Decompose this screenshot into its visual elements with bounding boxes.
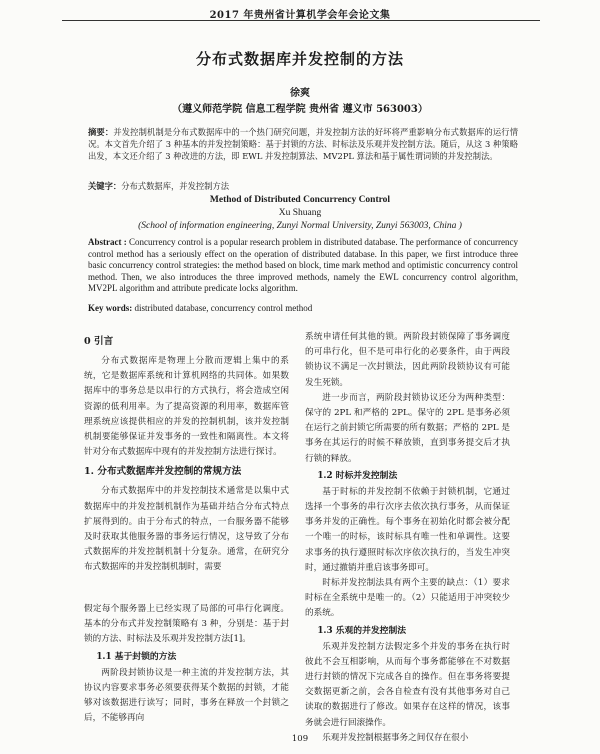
section-1-paragraph: 分布式数据库中的并发控制技术通常是以集中式数据库中的并发控制机制作为基础并结合分布式特点扩展得到的。由于分布式的特点，一台服务器不能够及时获取其他服务器的事务运行情况，这导致了分布式数据库的并发控制机制十分复杂。通常，在研究分布式数据库的并发控制机制时，需要 — [84, 486, 289, 573]
page-number: 109 — [291, 734, 309, 744]
abstract-cn-text: 并发控制机制是分布式数据库中的一个热门研究问题，并发控制方法的好坏将严重影响分布式数据库的运行情况。本文首先介绍了 3 种基本的并发控制策略：基于封锁的方法、时标法及乐观并发控制方法。随后，从这 3 种策略出发，本文还介绍了 3 种改进的方法，即 EWL 并发控制算法、MV2PL 算法和基于属性谓词锁的并发控制法。 — [88, 127, 518, 162]
section-1-1-continued: 系统申请任何其他的锁。两阶段封锁保障了事务调度的可串行化，但不是可串行化的必要条件，由于两段锁协议不满足一次封锁法，因此两阶段锁协议有可能发生死锁。 — [305, 332, 510, 388]
section-1-3-heading: 1.3 乐观的并发控制法 — [317, 625, 407, 636]
english-keywords-text: distributed database, concurrency control method — [132, 303, 313, 313]
paper-title: 分布式数据库并发控制的方法 — [195, 50, 404, 68]
section-1-3-paragraph: 乐观并发控制方法假定多个并发的事务在执行时彼此不会互相影响，从而每个事务都能够在不对数据进行封锁的情况下完成各自的操作。但在事务将要提交数据更新之前，会各自检查有没有其他事务对自己读取的数据进行了修改。如果存在这样的情况，该事务就会进行回滚操作。 — [305, 641, 510, 728]
section-1-2-paragraph-2: 时标并发控制法具有两个主要的缺点：（1）要求时标在全系统中是唯一的。（2）只能适用于冲突较少的系统。 — [305, 578, 510, 619]
abstract-cn-label: 摘要： — [88, 127, 114, 137]
section-1-1-heading: 1.1 基于封锁的方法 — [96, 651, 177, 662]
section-1-1-paragraph-2: 进一步而言，两阶段封锁协议还分为两种类型：保守的 2PL 和严格的 2PL。保守的 2PL 是事务必须在运行之前封锁它所需要的所有数据；严格的 2PL 是事务在其运行的时候不释放锁，直到事务提交后才执行锁的释放。 — [305, 392, 510, 464]
header-rule — [62, 20, 540, 21]
abstract-cn — [88, 126, 518, 163]
english-abstract-text: Concurrency control is a popular research problem in distributed database. The performance of concurrency control method has a seriously effect on the operation of distributed database. In this paper, we first introduce three basic concurrency control strategies: the method based on block, time mark method and optimistic concurrency control method. Then, we also introduces the three improved methods, namely the EWL concurrency control algorithm, MV2PL algorithm and attribute predicate locks algorithm. — [88, 237, 518, 294]
english-keywords — [88, 303, 518, 314]
english-keywords-label: Key words: — [88, 303, 133, 313]
section-0-heading: 0 引言 — [84, 336, 114, 347]
section-1-2-paragraph: 基于时标的并发控制不依赖于封锁机制，它通过选择一个事务的串行次序去依次执行事务，从而保证事务并发的正确性。每个事务在初始化时都会被分配一个唯一的时标，该时标具有唯一性和单调性。这要求事务的执行遵照时标次序依次执行的，当发生冲突时，通过撤销并重启该事务即可。 — [305, 486, 510, 573]
section-1-1-paragraph: 两阶段封锁协议是一种主流的并发控制方法，其协议内容要求事务必须要获得某个数据的封锁，才能够对该数据进行读写；同时，事务在释放一个封锁之后，不能够再向 — [84, 667, 289, 724]
english-affiliation: (School of information engineering, Zunyi Normal University, Zunyi 563003, China ) — [138, 221, 462, 231]
keywords-cn-label: 关键字： — [88, 181, 122, 191]
section-1-continued: 假定每个服务器上已经实现了局部的可串行化调度。基本的分布式并发控制策略有 3 种，分别是：基于封锁的方法、时标法及乐观并发控制方法[1]。 — [84, 604, 289, 645]
section-1-heading: 1. 分布式数据库并发控制的常规方法 — [84, 466, 242, 478]
section-1-2-heading: 1.2 时标并发控制法 — [317, 470, 398, 481]
affiliation: （遵义师范学院 信息工程学院 贵州省 遵义市 563003） — [172, 104, 428, 115]
keywords-cn-text: 分布式数据库，并发控制方法 — [121, 181, 230, 191]
author: 徐爽 — [290, 88, 310, 99]
section-0-paragraph: 分布式数据库是物理上分散而逻辑上集中的系统，它是数据库系统和计算机网络的共同体。如果数据库中的事务总是以串行的方式执行，将会造成空闲资源的低利用率。为了提高资源的利用率，数据库管理系统应该提供相应的并发的控制机制，该并发控制机制要能够保证并发事务的一致性和隔离性。本文将针对分布式数据库中现有的并发控制方法进行探讨。 — [84, 356, 289, 458]
keywords-cn — [88, 180, 518, 192]
english-abstract — [88, 237, 518, 295]
section-1-3-paragraph-2: 乐观并发控制根据事务之间仅存在很小 — [322, 732, 469, 743]
running-header: 2017 年贵州省计算机学会年会论文集 — [209, 10, 391, 21]
right-column — [305, 330, 510, 746]
english-author: Xu Shuang — [278, 208, 322, 218]
left-column-top — [84, 330, 289, 576]
english-abstract-label: Abstract : — [88, 237, 127, 247]
left-column-bottom — [84, 602, 289, 726]
english-title: Method of Distributed Concurrency Control — [209, 195, 391, 205]
